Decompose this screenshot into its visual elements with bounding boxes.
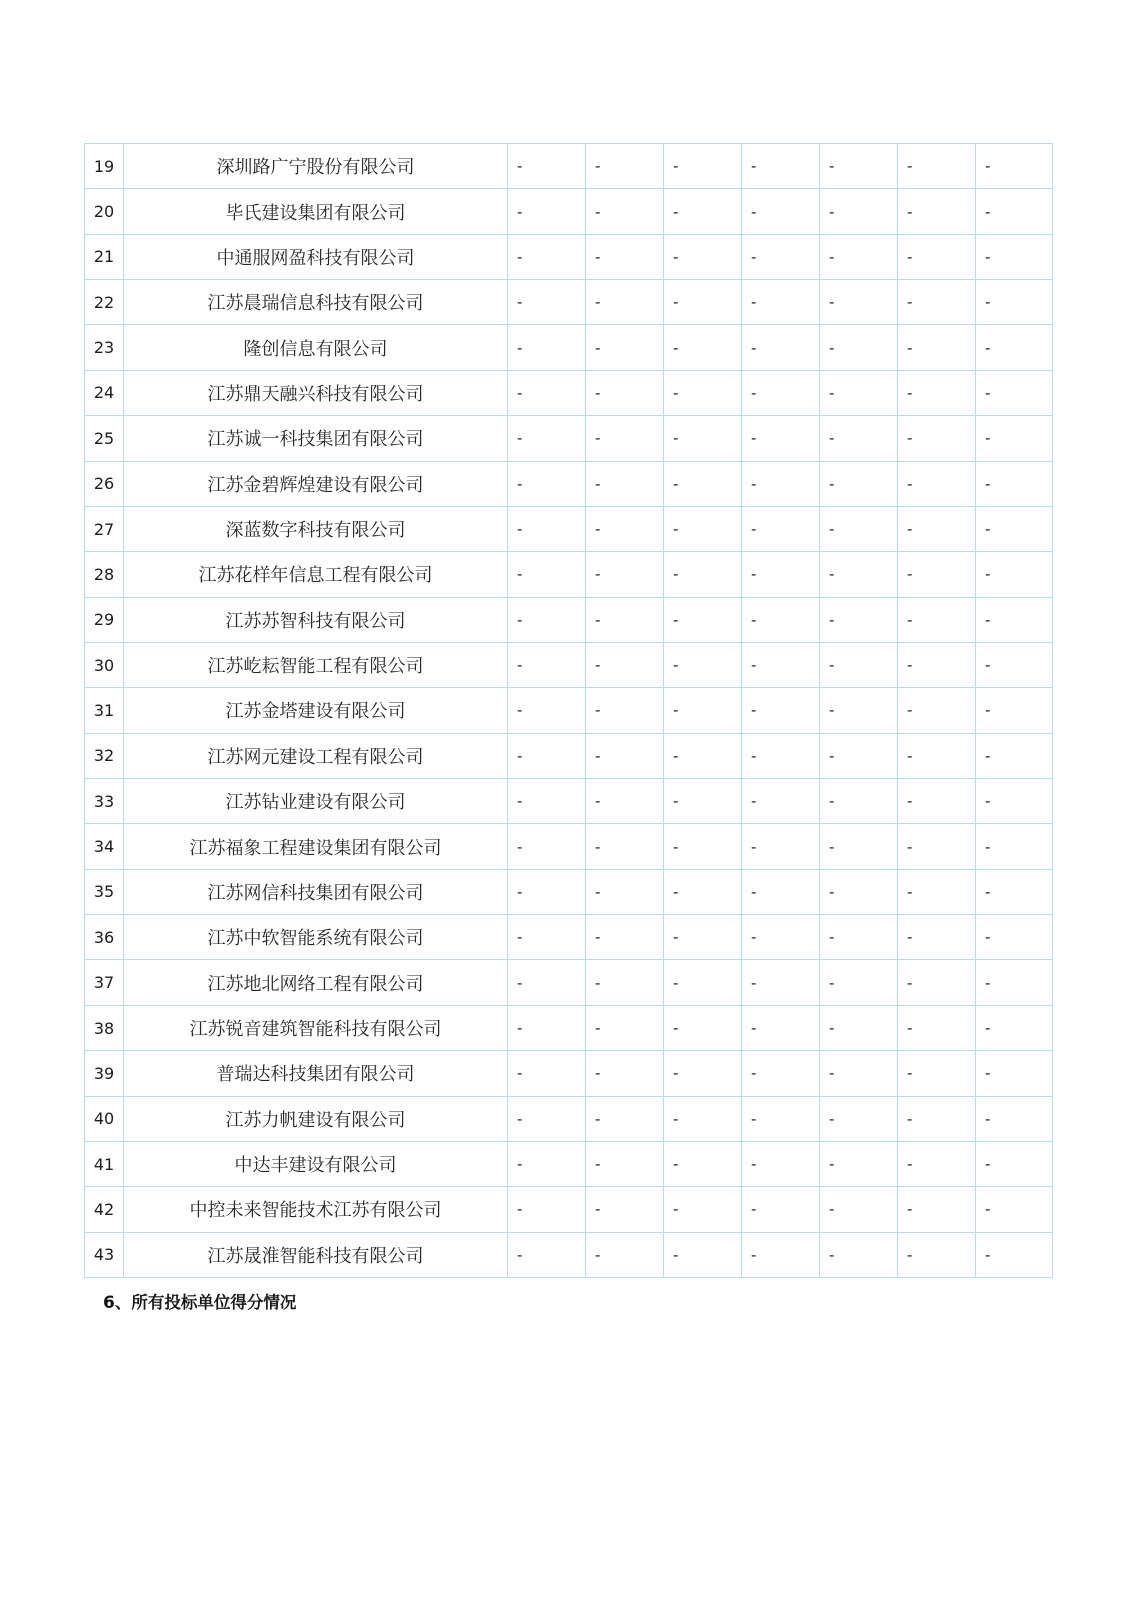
- score-cell: -: [508, 960, 586, 1005]
- score-cell: -: [664, 642, 742, 687]
- section-number: 6: [103, 1293, 115, 1313]
- score-cell: -: [586, 1232, 664, 1277]
- table-row: [85, 416, 1053, 461]
- score-cell: -: [742, 1187, 820, 1232]
- score-cell: -: [820, 1187, 898, 1232]
- row-number-cell: 29: [85, 597, 124, 642]
- row-number-cell: 43: [85, 1232, 124, 1277]
- score-cell: -: [976, 189, 1053, 234]
- score-cell: -: [820, 733, 898, 778]
- score-cell: -: [664, 1096, 742, 1141]
- score-cell: -: [664, 733, 742, 778]
- score-cell: -: [508, 1005, 586, 1050]
- score-cell: -: [664, 869, 742, 914]
- score-cell: -: [586, 1187, 664, 1232]
- table-row: [85, 1096, 1053, 1141]
- row-number-cell: 42: [85, 1187, 124, 1232]
- table-row: [85, 552, 1053, 597]
- score-cell: -: [664, 960, 742, 1005]
- row-number-cell: 25: [85, 416, 124, 461]
- score-cell: -: [898, 416, 976, 461]
- score-cell: -: [820, 325, 898, 370]
- row-number-cell: 30: [85, 642, 124, 687]
- table-row: [85, 733, 1053, 778]
- score-cell: -: [976, 461, 1053, 506]
- score-cell: -: [898, 642, 976, 687]
- table-row: [85, 642, 1053, 687]
- score-cell: -: [976, 280, 1053, 325]
- score-cell: -: [664, 280, 742, 325]
- score-cell: -: [742, 733, 820, 778]
- score-cell: -: [976, 325, 1053, 370]
- score-cell: -: [664, 915, 742, 960]
- score-cell: -: [742, 1005, 820, 1050]
- score-cell: -: [742, 1096, 820, 1141]
- score-cell: -: [586, 642, 664, 687]
- company-name-cell: 毕氏建设集团有限公司: [124, 189, 508, 234]
- score-cell: -: [508, 824, 586, 869]
- score-cell: -: [898, 915, 976, 960]
- score-cell: -: [586, 1141, 664, 1186]
- score-cell: -: [742, 461, 820, 506]
- row-number-cell: 23: [85, 325, 124, 370]
- score-cell: -: [820, 688, 898, 733]
- score-cell: -: [898, 234, 976, 279]
- score-cell: -: [742, 688, 820, 733]
- score-cell: -: [508, 280, 586, 325]
- score-cell: -: [976, 234, 1053, 279]
- score-cell: -: [898, 1051, 976, 1096]
- score-cell: -: [898, 370, 976, 415]
- score-cell: -: [508, 733, 586, 778]
- score-cell: -: [586, 416, 664, 461]
- score-cell: -: [898, 461, 976, 506]
- table-row: [85, 370, 1053, 415]
- score-cell: -: [508, 1051, 586, 1096]
- score-cell: -: [508, 1141, 586, 1186]
- table-row: [85, 1005, 1053, 1050]
- company-name-cell: 中通服网盈科技有限公司: [124, 234, 508, 279]
- table-row: [85, 234, 1053, 279]
- score-cell: -: [508, 370, 586, 415]
- score-cell: -: [742, 824, 820, 869]
- table-row: [85, 824, 1053, 869]
- company-name-cell: 普瑞达科技集团有限公司: [124, 1051, 508, 1096]
- score-cell: -: [820, 1096, 898, 1141]
- score-cell: -: [664, 144, 742, 189]
- company-name-cell: 江苏屹耘智能工程有限公司: [124, 642, 508, 687]
- company-name-cell: 江苏中软智能系统有限公司: [124, 915, 508, 960]
- score-cell: -: [820, 506, 898, 551]
- score-cell: -: [898, 869, 976, 914]
- table-row: [85, 1141, 1053, 1186]
- score-cell: -: [742, 234, 820, 279]
- score-cell: -: [820, 370, 898, 415]
- score-cell: -: [586, 144, 664, 189]
- score-cell: -: [508, 416, 586, 461]
- score-cell: -: [664, 1005, 742, 1050]
- score-cell: -: [508, 325, 586, 370]
- score-cell: -: [742, 1232, 820, 1277]
- table-row: [85, 1051, 1053, 1096]
- bid-table-body: [85, 144, 1053, 1278]
- score-cell: -: [898, 597, 976, 642]
- score-cell: -: [898, 1141, 976, 1186]
- score-cell: -: [742, 144, 820, 189]
- score-cell: -: [898, 824, 976, 869]
- score-cell: -: [664, 416, 742, 461]
- score-cell: -: [586, 733, 664, 778]
- table-row: [85, 189, 1053, 234]
- score-cell: -: [586, 280, 664, 325]
- score-cell: -: [586, 552, 664, 597]
- table-row: [85, 280, 1053, 325]
- score-cell: -: [586, 189, 664, 234]
- score-cell: -: [820, 1005, 898, 1050]
- score-cell: -: [508, 779, 586, 824]
- score-cell: -: [586, 506, 664, 551]
- row-number-cell: 21: [85, 234, 124, 279]
- score-cell: -: [976, 779, 1053, 824]
- score-cell: -: [898, 1096, 976, 1141]
- score-cell: -: [820, 869, 898, 914]
- row-number-cell: 27: [85, 506, 124, 551]
- row-number-cell: 40: [85, 1096, 124, 1141]
- company-name-cell: 江苏福象工程建设集团有限公司: [124, 824, 508, 869]
- score-cell: -: [586, 1005, 664, 1050]
- score-cell: -: [664, 1051, 742, 1096]
- score-cell: -: [664, 824, 742, 869]
- score-cell: -: [508, 461, 586, 506]
- company-name-cell: 江苏花样年信息工程有限公司: [124, 552, 508, 597]
- score-cell: -: [820, 642, 898, 687]
- score-cell: -: [586, 370, 664, 415]
- score-cell: -: [898, 144, 976, 189]
- row-number-cell: 19: [85, 144, 124, 189]
- score-cell: -: [976, 642, 1053, 687]
- section-heading: [103, 1293, 296, 1313]
- score-cell: -: [976, 416, 1053, 461]
- score-cell: -: [742, 869, 820, 914]
- score-cell: -: [664, 234, 742, 279]
- table-row: [85, 325, 1053, 370]
- score-cell: -: [742, 597, 820, 642]
- score-cell: -: [508, 552, 586, 597]
- score-cell: -: [820, 1232, 898, 1277]
- score-cell: -: [976, 1141, 1053, 1186]
- score-cell: -: [976, 597, 1053, 642]
- score-cell: -: [664, 779, 742, 824]
- company-name-cell: 中控未来智能技术江苏有限公司: [124, 1187, 508, 1232]
- score-cell: -: [898, 280, 976, 325]
- company-name-cell: 江苏金塔建设有限公司: [124, 688, 508, 733]
- score-cell: -: [508, 597, 586, 642]
- score-cell: -: [508, 642, 586, 687]
- score-cell: -: [898, 189, 976, 234]
- score-cell: -: [508, 688, 586, 733]
- score-cell: -: [742, 325, 820, 370]
- table-row: [85, 869, 1053, 914]
- score-cell: -: [664, 189, 742, 234]
- score-cell: -: [664, 370, 742, 415]
- row-number-cell: 31: [85, 688, 124, 733]
- score-cell: -: [820, 144, 898, 189]
- score-cell: -: [586, 234, 664, 279]
- score-cell: -: [664, 1141, 742, 1186]
- score-cell: -: [742, 642, 820, 687]
- company-name-cell: 江苏金碧辉煌建设有限公司: [124, 461, 508, 506]
- score-cell: -: [976, 552, 1053, 597]
- company-name-cell: 江苏诚一科技集团有限公司: [124, 416, 508, 461]
- row-number-cell: 39: [85, 1051, 124, 1096]
- score-cell: -: [586, 960, 664, 1005]
- score-cell: -: [742, 779, 820, 824]
- table-row: [85, 688, 1053, 733]
- score-cell: -: [820, 552, 898, 597]
- company-name-cell: 江苏鼎天融兴科技有限公司: [124, 370, 508, 415]
- score-cell: -: [586, 597, 664, 642]
- table-row: [85, 597, 1053, 642]
- row-number-cell: 32: [85, 733, 124, 778]
- score-cell: -: [898, 779, 976, 824]
- score-cell: -: [586, 688, 664, 733]
- score-cell: -: [742, 1051, 820, 1096]
- score-cell: -: [820, 234, 898, 279]
- row-number-cell: 41: [85, 1141, 124, 1186]
- score-cell: -: [898, 1187, 976, 1232]
- score-cell: -: [820, 1051, 898, 1096]
- score-cell: -: [586, 779, 664, 824]
- score-cell: -: [820, 597, 898, 642]
- score-cell: -: [898, 1005, 976, 1050]
- score-cell: -: [664, 1187, 742, 1232]
- company-name-cell: 江苏苏智科技有限公司: [124, 597, 508, 642]
- company-name-cell: 江苏钻业建设有限公司: [124, 779, 508, 824]
- score-cell: -: [898, 1232, 976, 1277]
- score-cell: -: [898, 325, 976, 370]
- company-name-cell: 江苏网元建设工程有限公司: [124, 733, 508, 778]
- row-number-cell: 20: [85, 189, 124, 234]
- score-cell: -: [898, 506, 976, 551]
- score-cell: -: [976, 1096, 1053, 1141]
- score-cell: -: [664, 461, 742, 506]
- score-cell: -: [976, 915, 1053, 960]
- row-number-cell: 34: [85, 824, 124, 869]
- score-cell: -: [820, 779, 898, 824]
- score-cell: -: [586, 915, 664, 960]
- bidder-score-table: [84, 143, 1053, 1278]
- table-row: [85, 960, 1053, 1005]
- score-cell: -: [586, 461, 664, 506]
- score-cell: -: [976, 1051, 1053, 1096]
- row-number-cell: 33: [85, 779, 124, 824]
- score-cell: -: [508, 1096, 586, 1141]
- score-cell: -: [898, 960, 976, 1005]
- score-cell: -: [898, 733, 976, 778]
- score-cell: -: [664, 1232, 742, 1277]
- score-cell: -: [508, 869, 586, 914]
- score-cell: -: [820, 280, 898, 325]
- score-cell: -: [508, 144, 586, 189]
- score-cell: -: [586, 1096, 664, 1141]
- row-number-cell: 26: [85, 461, 124, 506]
- score-cell: -: [898, 688, 976, 733]
- company-name-cell: 江苏地北网络工程有限公司: [124, 960, 508, 1005]
- table-row: [85, 144, 1053, 189]
- row-number-cell: 22: [85, 280, 124, 325]
- row-number-cell: 36: [85, 915, 124, 960]
- score-cell: -: [586, 1051, 664, 1096]
- score-cell: -: [820, 189, 898, 234]
- score-cell: -: [820, 461, 898, 506]
- section-title: 、所有投标单位得分情况: [114, 1294, 297, 1312]
- table-row: [85, 506, 1053, 551]
- score-cell: -: [586, 824, 664, 869]
- score-cell: -: [664, 688, 742, 733]
- company-name-cell: 隆创信息有限公司: [124, 325, 508, 370]
- score-cell: -: [976, 869, 1053, 914]
- company-name-cell: 江苏网信科技集团有限公司: [124, 869, 508, 914]
- score-cell: -: [820, 960, 898, 1005]
- score-cell: -: [664, 597, 742, 642]
- score-cell: -: [742, 370, 820, 415]
- table-row: [85, 1187, 1053, 1232]
- company-name-cell: 江苏晟淮智能科技有限公司: [124, 1232, 508, 1277]
- company-name-cell: 江苏力帆建设有限公司: [124, 1096, 508, 1141]
- score-cell: -: [508, 234, 586, 279]
- table-row: [85, 461, 1053, 506]
- table-row: [85, 1232, 1053, 1277]
- score-cell: -: [976, 1187, 1053, 1232]
- company-name-cell: 江苏锐音建筑智能科技有限公司: [124, 1005, 508, 1050]
- score-cell: -: [664, 325, 742, 370]
- score-cell: -: [742, 416, 820, 461]
- score-cell: -: [508, 1187, 586, 1232]
- company-name-cell: 中达丰建设有限公司: [124, 1141, 508, 1186]
- row-number-cell: 38: [85, 1005, 124, 1050]
- table-row: [85, 779, 1053, 824]
- score-cell: -: [976, 688, 1053, 733]
- score-cell: -: [976, 1232, 1053, 1277]
- row-number-cell: 24: [85, 370, 124, 415]
- score-cell: -: [508, 1232, 586, 1277]
- score-cell: -: [742, 506, 820, 551]
- company-name-cell: 江苏晨瑞信息科技有限公司: [124, 280, 508, 325]
- score-cell: -: [820, 824, 898, 869]
- score-cell: -: [508, 506, 586, 551]
- score-cell: -: [586, 325, 664, 370]
- score-cell: -: [976, 144, 1053, 189]
- score-cell: -: [508, 189, 586, 234]
- score-cell: -: [820, 416, 898, 461]
- score-cell: -: [508, 915, 586, 960]
- score-cell: -: [976, 960, 1053, 1005]
- row-number-cell: 35: [85, 869, 124, 914]
- score-cell: -: [742, 960, 820, 1005]
- score-cell: -: [664, 506, 742, 551]
- score-cell: -: [820, 915, 898, 960]
- company-name-cell: 深蓝数字科技有限公司: [124, 506, 508, 551]
- row-number-cell: 37: [85, 960, 124, 1005]
- table-row: [85, 915, 1053, 960]
- score-cell: -: [742, 189, 820, 234]
- score-cell: -: [664, 552, 742, 597]
- score-cell: -: [820, 1141, 898, 1186]
- row-number-cell: 28: [85, 552, 124, 597]
- score-cell: -: [586, 869, 664, 914]
- score-cell: -: [976, 733, 1053, 778]
- company-name-cell: 深圳路广宁股份有限公司: [124, 144, 508, 189]
- score-cell: -: [742, 915, 820, 960]
- score-cell: -: [976, 824, 1053, 869]
- score-cell: -: [742, 280, 820, 325]
- score-cell: -: [742, 552, 820, 597]
- score-cell: -: [976, 370, 1053, 415]
- score-cell: -: [742, 1141, 820, 1186]
- score-cell: -: [898, 552, 976, 597]
- score-cell: -: [976, 506, 1053, 551]
- score-cell: -: [976, 1005, 1053, 1050]
